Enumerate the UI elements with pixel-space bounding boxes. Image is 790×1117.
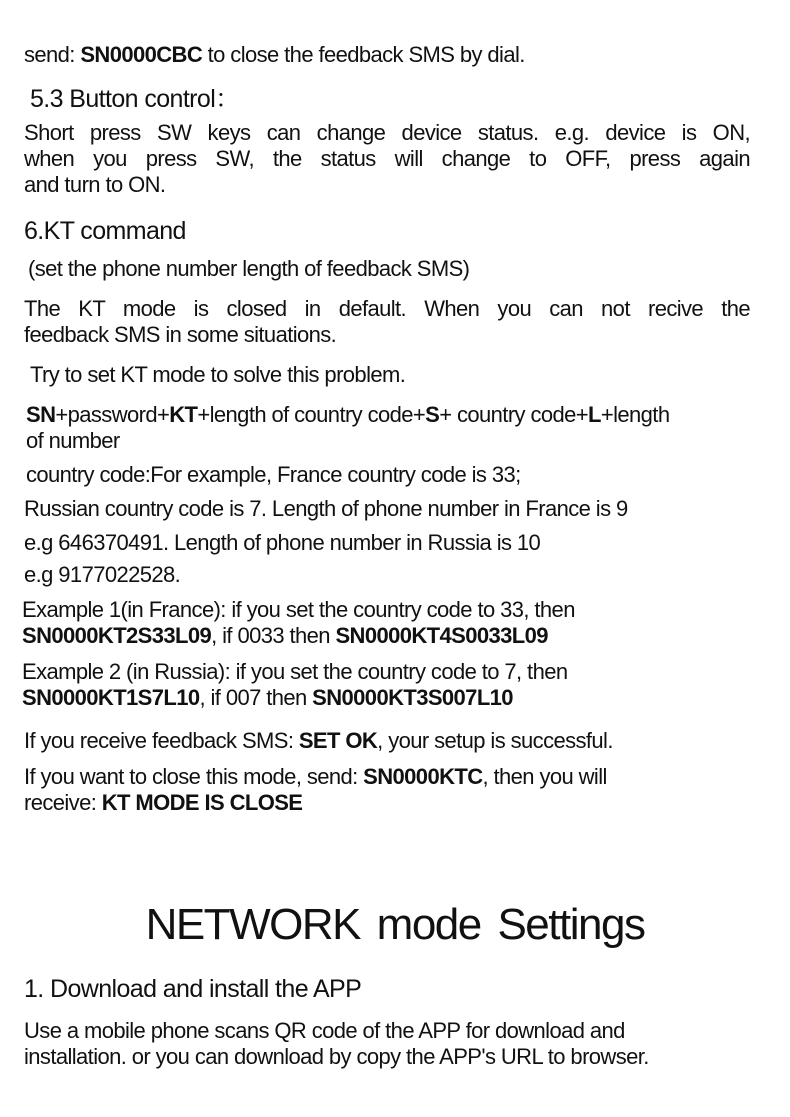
paragraph-line: Russian country code is 7. Length of phone number in France is 9 (24, 496, 628, 521)
format-token: L (588, 402, 601, 427)
section-6-subtitle: (set the phone number length of feedback SMS) (28, 256, 470, 281)
command-code: SN0000KT2S33L09 (22, 623, 212, 648)
paragraph-line: when you press SW, the status will change to OFF, press again (24, 146, 750, 171)
network-mode-heading: NETWORK mode Settings (145, 900, 645, 949)
response-code: SET OK (298, 728, 378, 753)
format-token: SN (26, 402, 56, 427)
example-1-line: Example 1(in France): if you set the country code to 33, then (22, 597, 575, 622)
section-6-title: 6.KT command (24, 217, 186, 245)
paragraph-line: Short press SW keys can change device status. e.g. device is ON, (24, 120, 750, 145)
text: , if 0033 then (211, 623, 336, 648)
format-token: +password+ (55, 402, 170, 427)
step-1-heading: 1. Download and install the APP (24, 975, 362, 1003)
section-5-3-title: 5.3 Button control： (30, 85, 240, 113)
response-code: KT MODE IS CLOSE (101, 790, 303, 815)
text: If you want to close this mode, send: (24, 764, 364, 789)
paragraph-line: feedback SMS in some situations. (24, 322, 337, 347)
paragraph-line: and turn to ON. (24, 172, 166, 197)
text: , if 007 then (199, 685, 313, 710)
close-mode-line (24, 764, 607, 790)
command-code: SN0000KTC (363, 764, 483, 789)
format-token: S (425, 402, 440, 427)
command-code: SN0000KT4S0033L09 (335, 623, 548, 648)
paragraph-line: Use a mobile phone scans QR code of the APP for download and (24, 1018, 625, 1043)
paragraph-line: installation. or you can download by copy the APP's URL to browser. (24, 1044, 649, 1069)
text: to close the feedback SMS by dial. (202, 42, 525, 67)
example-2-codes (22, 685, 513, 711)
format-token: +length of country code+ (197, 402, 426, 427)
example-1-codes (22, 623, 548, 649)
command-code: SN0000KT1S7L10 (22, 685, 200, 710)
paragraph-line: country code:For example, France country code is 33; (26, 462, 521, 487)
paragraph-line: Try to set KT mode to solve this problem. (30, 362, 406, 387)
format-token: +length (600, 402, 670, 427)
receive-line (24, 790, 302, 816)
text: receive: (24, 790, 102, 815)
format-token: + country code+ (439, 402, 589, 427)
setup-ok-line (24, 728, 613, 754)
text: send: (24, 42, 81, 67)
paragraph-line: e.g 9177022528. (24, 562, 181, 587)
text: If you receive feedback SMS: (24, 728, 299, 753)
text: , then you will (482, 764, 607, 789)
kt-command-format-cont: of number (26, 428, 120, 453)
format-token: KT (169, 402, 198, 427)
text: , your setup is successful. (377, 728, 613, 753)
paragraph-line: e.g 646370491. Length of phone number in Russia is 10 (24, 530, 541, 555)
kt-command-format (26, 402, 669, 428)
send-cbc-line (24, 42, 525, 68)
command-code: SN0000KT3S007L10 (312, 685, 513, 710)
example-2-line: Example 2 (in Russia): if you set the country code to 7, then (22, 659, 568, 684)
command-code: SN0000CBC (80, 42, 203, 67)
paragraph-line: The KT mode is closed in default. When you can not recive the (24, 296, 750, 321)
